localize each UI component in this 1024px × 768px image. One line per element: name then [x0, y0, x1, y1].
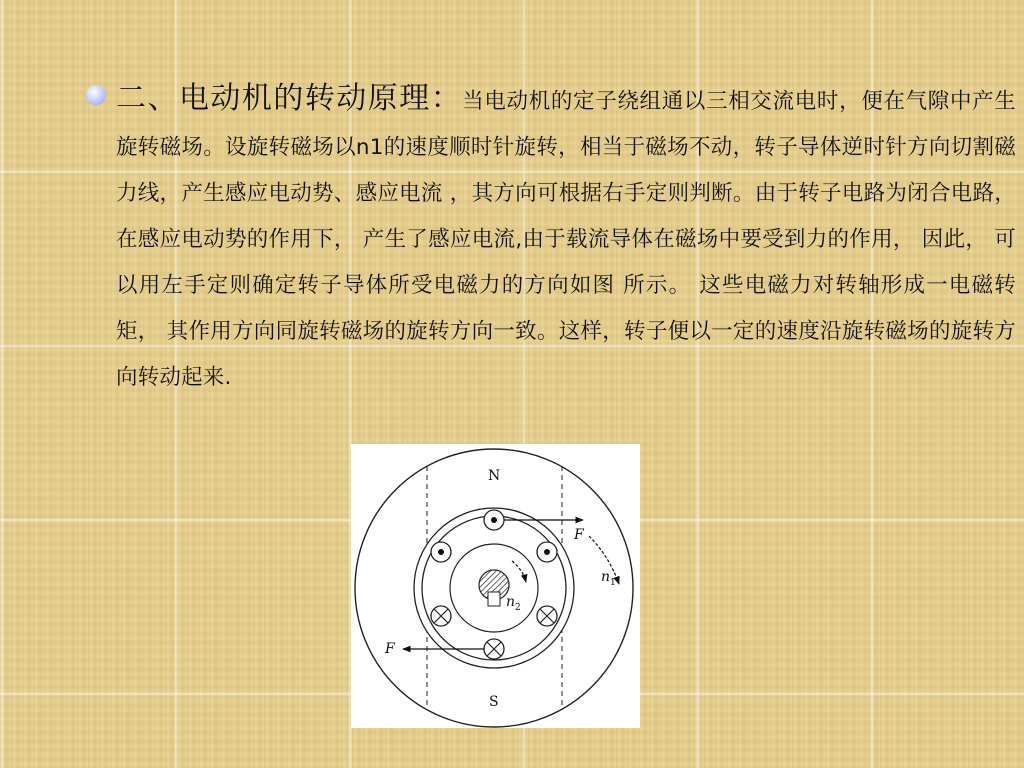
svg-text:2: 2: [515, 603, 521, 613]
conductor-cross-icon: [484, 639, 504, 659]
south-pole-label: S: [489, 694, 499, 710]
conductor-cross-icon: [537, 606, 557, 626]
force-label-bottom: F: [385, 641, 395, 657]
conductor-dot-icon: [431, 542, 451, 562]
svg-text:n: n: [601, 569, 611, 585]
north-pole-label: N: [488, 468, 501, 484]
n1-label: [601, 569, 616, 588]
section-heading: 二、电动机的转动原理：: [116, 81, 463, 116]
conductor-dot-icon: [484, 510, 504, 530]
svg-text:n: n: [506, 594, 516, 610]
body-text: 当电动机的定子绕组通以三相交流电时，便在气隙中产生旋转磁场。设旋转磁场以n1的速度顺时针旋转，相当于磁场不动，转子导体逆时针方向切割磁力线，产生感应电动势、感应电流 ，其方向可根据右手定则判断。由于转子电路为闭合电路， 在感应电动势的作用下， 产生了感应电流,由于载流导体在磁场中要受到力的作用， 因此， 可以用左手定则确定转子导体所受电磁力的方向如图 所示。 这些电磁力对转轴形成一电磁转矩， 其作用方向同旋转磁场的旋转方向一致。这样，转子便以一定的速度沿旋转磁场的旋转方向转动起来.: [116, 89, 1016, 390]
force-label-top: F: [574, 527, 584, 543]
motor-principle-diagram: [351, 444, 640, 728]
bullet-paragraph: [116, 76, 1016, 401]
svg-text:1: 1: [610, 578, 616, 588]
conductor-cross-icon: [431, 606, 451, 626]
bullet-dot-icon: [86, 85, 106, 105]
conductor-dot-icon: [537, 542, 557, 562]
